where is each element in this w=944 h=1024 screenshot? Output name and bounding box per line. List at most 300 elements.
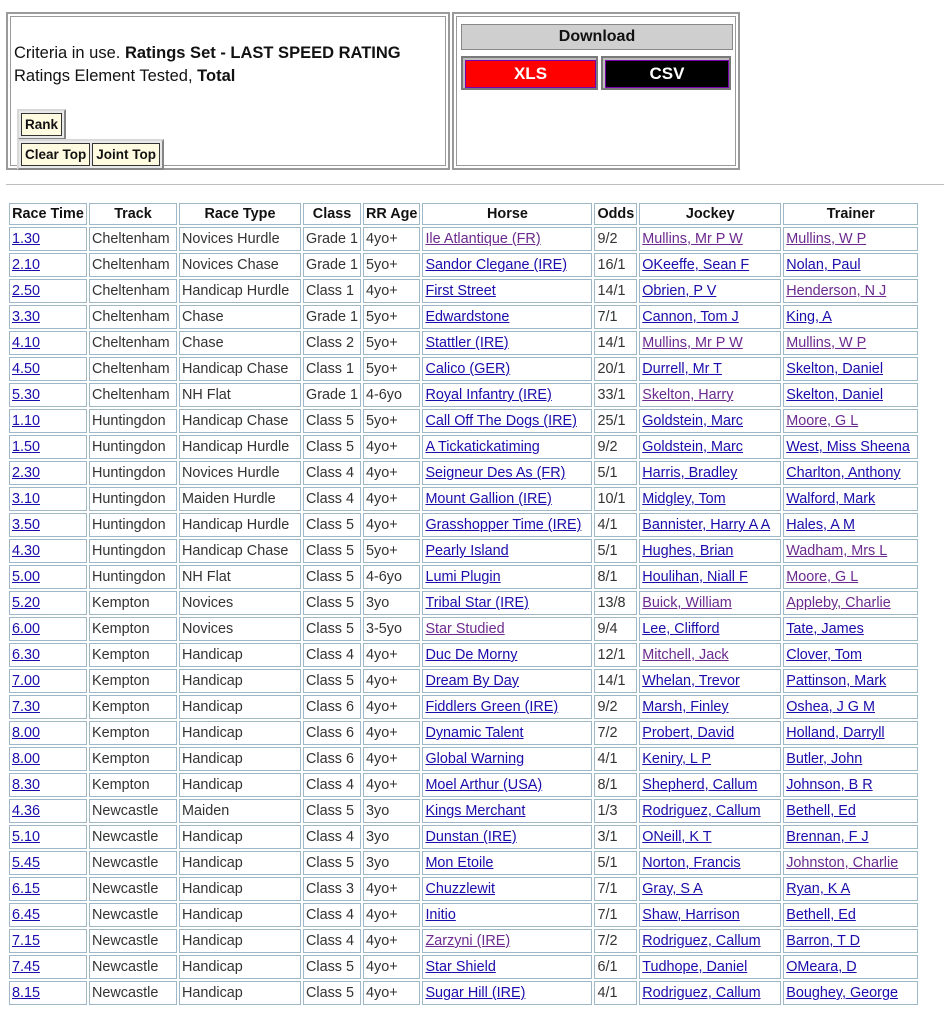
table-row xyxy=(9,253,918,277)
trainer-cell xyxy=(783,799,918,823)
race-time-cell xyxy=(9,721,87,745)
jockey-link[interactable]: ONeill, K T xyxy=(642,829,712,845)
horse-cell xyxy=(422,799,592,823)
race-time-cell xyxy=(9,513,87,537)
odds-cell: 1/3 xyxy=(594,799,637,823)
horse-link[interactable]: Dunstan (IRE) xyxy=(425,829,517,845)
trainer-cell xyxy=(783,461,918,485)
trainer-cell xyxy=(783,383,918,407)
jockey-link[interactable]: Rodriguez, Callum xyxy=(642,985,761,1001)
horse-link[interactable]: Dynamic Talent xyxy=(425,725,524,741)
jockey-link[interactable]: Goldstein, Marc xyxy=(642,439,743,455)
trainer-link[interactable]: Charlton, Anthony xyxy=(786,465,901,481)
jockey-cell xyxy=(639,929,781,953)
class-cell: Class 5 xyxy=(303,981,361,1005)
race-time-link[interactable]: 8.15 xyxy=(12,985,41,1001)
jockey-cell xyxy=(639,565,781,589)
race-time-link[interactable]: 7.15 xyxy=(12,933,41,949)
trainer-link[interactable]: Pattinson, Mark xyxy=(786,673,887,689)
race-type-cell: NH Flat xyxy=(179,383,301,407)
race-time-cell xyxy=(9,409,87,433)
jockey-cell xyxy=(639,513,781,537)
table-row xyxy=(9,903,918,927)
odds-cell: 7/1 xyxy=(594,305,637,329)
race-time-link[interactable]: 4.36 xyxy=(12,803,41,819)
odds-cell: 33/1 xyxy=(594,383,637,407)
trainer-link[interactable]: Bethell, Ed xyxy=(786,907,856,923)
table-row xyxy=(9,877,918,901)
joint-top-button[interactable]: Joint Top xyxy=(92,143,160,166)
odds-cell: 7/2 xyxy=(594,929,637,953)
race-type-cell: Handicap xyxy=(179,851,301,875)
horse-cell xyxy=(422,435,592,459)
trainer-link[interactable]: Mullins, W P xyxy=(786,335,867,351)
race-type-cell: Handicap Hurdle xyxy=(179,435,301,459)
jockey-cell xyxy=(639,851,781,875)
header-odds: Odds xyxy=(594,203,637,225)
jockey-cell xyxy=(639,305,781,329)
jockey-link[interactable]: Norton, Francis xyxy=(642,855,741,871)
trainer-link[interactable]: Butler, John xyxy=(786,751,863,767)
track-cell: Kempton xyxy=(89,747,177,771)
jockey-cell xyxy=(639,747,781,771)
clear-top-button[interactable]: Clear Top xyxy=(21,143,90,166)
rank-button[interactable]: Rank xyxy=(21,113,62,136)
race-time-link[interactable]: 4.30 xyxy=(12,543,41,559)
race-type-cell: Handicap xyxy=(179,929,301,953)
jockey-link[interactable]: Mullins, Mr P W xyxy=(642,335,743,351)
track-cell: Kempton xyxy=(89,773,177,797)
horse-link[interactable]: Grasshopper Time (IRE) xyxy=(425,517,582,533)
track-cell: Newcastle xyxy=(89,955,177,979)
race-time-cell xyxy=(9,227,87,251)
track-cell: Huntingdon xyxy=(89,513,177,537)
rr-age-cell: 4yo+ xyxy=(363,461,420,485)
header-race-time: Race Time xyxy=(9,203,87,225)
jockey-link[interactable]: Gray, S A xyxy=(642,881,703,897)
race-time-cell xyxy=(9,903,87,927)
trainer-cell xyxy=(783,591,918,615)
rr-age-cell: 3-5yo xyxy=(363,617,420,641)
race-type-cell: Handicap Chase xyxy=(179,357,301,381)
csv-download-button[interactable] xyxy=(601,56,731,90)
race-time-cell xyxy=(9,825,87,849)
table-row xyxy=(9,435,918,459)
odds-cell: 6/1 xyxy=(594,955,637,979)
jockey-link[interactable]: Houlihan, Niall F xyxy=(642,569,748,585)
jockey-cell xyxy=(639,487,781,511)
horse-link[interactable]: Mount Gallion (IRE) xyxy=(425,491,552,507)
trainer-link[interactable]: Skelton, Daniel xyxy=(786,361,884,377)
race-time-link[interactable]: 2.10 xyxy=(12,257,41,273)
race-time-link[interactable]: 5.10 xyxy=(12,829,41,845)
jockey-link[interactable]: Skelton, Harry xyxy=(642,387,734,403)
horse-link[interactable]: Royal Infantry (IRE) xyxy=(425,387,552,403)
jockey-link[interactable]: Shaw, Harrison xyxy=(642,907,740,923)
odds-cell: 4/1 xyxy=(594,513,637,537)
race-type-cell: Handicap xyxy=(179,903,301,927)
race-time-link[interactable]: 1.50 xyxy=(12,439,41,455)
race-time-link[interactable]: 2.30 xyxy=(12,465,41,481)
table-row xyxy=(9,955,918,979)
race-time-cell xyxy=(9,383,87,407)
horse-cell xyxy=(422,825,592,849)
xls-download-button[interactable] xyxy=(461,56,598,90)
rr-age-cell: 5yo+ xyxy=(363,331,420,355)
jockey-link[interactable]: Goldstein, Marc xyxy=(642,413,743,429)
odds-cell: 14/1 xyxy=(594,669,637,693)
race-type-cell: Handicap xyxy=(179,981,301,1005)
trainer-cell xyxy=(783,929,918,953)
rr-age-cell: 4yo+ xyxy=(363,227,420,251)
trainer-link[interactable]: West, Miss Sheena xyxy=(786,439,910,455)
horse-link[interactable]: Ile Atlantique (FR) xyxy=(425,231,541,247)
horse-link[interactable]: Chuzzlewit xyxy=(425,881,496,897)
race-time-link[interactable]: 5.45 xyxy=(12,855,41,871)
trainer-link[interactable]: Mullins, W P xyxy=(786,231,867,247)
top-buttons-cell xyxy=(17,139,164,170)
xls-label[interactable]: XLS xyxy=(465,60,596,88)
odds-cell: 13/8 xyxy=(594,591,637,615)
rr-age-cell: 3yo xyxy=(363,799,420,823)
trainer-link[interactable]: Tate, James xyxy=(786,621,864,637)
horse-link[interactable]: Duc De Morny xyxy=(425,647,518,663)
trainer-cell xyxy=(783,253,918,277)
rr-age-cell: 5yo+ xyxy=(363,357,420,381)
horse-link[interactable]: Edwardstone xyxy=(425,309,510,325)
trainer-link[interactable]: OMeara, D xyxy=(786,959,857,975)
horse-link[interactable]: First Street xyxy=(425,283,496,299)
race-time-cell xyxy=(9,487,87,511)
race-type-cell: Handicap xyxy=(179,669,301,693)
jockey-cell xyxy=(639,773,781,797)
class-cell: Class 4 xyxy=(303,903,361,927)
race-time-link[interactable]: 3.50 xyxy=(12,517,41,533)
trainer-cell xyxy=(783,955,918,979)
trainer-cell xyxy=(783,513,918,537)
horse-cell xyxy=(422,331,592,355)
table-row xyxy=(9,929,918,953)
race-type-cell: Handicap xyxy=(179,877,301,901)
race-time-cell xyxy=(9,279,87,303)
horse-link[interactable]: Dream By Day xyxy=(425,673,519,689)
race-time-link[interactable]: 4.50 xyxy=(12,361,41,377)
jockey-link[interactable]: Bannister, Harry A A xyxy=(642,517,771,533)
trainer-link[interactable]: Skelton, Daniel xyxy=(786,387,884,403)
horse-link[interactable]: Star Shield xyxy=(425,959,496,975)
trainer-link[interactable]: Nolan, Paul xyxy=(786,257,861,273)
jockey-cell xyxy=(639,669,781,693)
trainer-link[interactable]: Appleby, Charlie xyxy=(786,595,891,611)
rr-age-cell: 4yo+ xyxy=(363,669,420,693)
jockey-link[interactable]: Tudhope, Daniel xyxy=(642,959,748,975)
race-time-cell xyxy=(9,877,87,901)
jockey-cell xyxy=(639,695,781,719)
table-row xyxy=(9,695,918,719)
race-time-link[interactable]: 7.30 xyxy=(12,699,41,715)
trainer-link[interactable]: Brennan, F J xyxy=(786,829,869,845)
horse-link[interactable]: Pearly Island xyxy=(425,543,509,559)
table-row xyxy=(9,357,918,381)
table-row xyxy=(9,799,918,823)
jockey-cell xyxy=(639,825,781,849)
jockey-link[interactable]: Harris, Bradley xyxy=(642,465,738,481)
race-type-cell: Novices xyxy=(179,617,301,641)
race-time-cell xyxy=(9,591,87,615)
race-time-link[interactable]: 4.10 xyxy=(12,335,41,351)
trainer-link[interactable]: Johnston, Charlie xyxy=(786,855,899,871)
horse-link[interactable]: Zarzyni (IRE) xyxy=(425,933,511,949)
horse-cell xyxy=(422,695,592,719)
rr-age-cell: 4yo+ xyxy=(363,747,420,771)
table-row xyxy=(9,617,918,641)
race-time-link[interactable]: 5.00 xyxy=(12,569,41,585)
jockey-link[interactable]: Marsh, Finley xyxy=(642,699,729,715)
ratings-set-value: Ratings Set - LAST SPEED RATING xyxy=(124,44,401,62)
race-time-link[interactable]: 7.00 xyxy=(12,673,41,689)
race-time-link[interactable]: 7.45 xyxy=(12,959,41,975)
table-row xyxy=(9,565,918,589)
rr-age-cell: 4yo+ xyxy=(363,955,420,979)
download-panel xyxy=(452,12,740,170)
race-type-cell: Handicap xyxy=(179,695,301,719)
horse-link[interactable]: Moel Arthur (USA) xyxy=(425,777,543,793)
trainer-link[interactable]: Johnson, B R xyxy=(786,777,873,793)
jockey-cell xyxy=(639,799,781,823)
horse-link[interactable]: Kings Merchant xyxy=(425,803,526,819)
horse-link[interactable]: Tribal Star (IRE) xyxy=(425,595,529,611)
rr-age-cell: 4yo+ xyxy=(363,513,420,537)
race-type-cell: Handicap xyxy=(179,825,301,849)
horse-cell xyxy=(422,513,592,537)
horse-link[interactable]: Global Warning xyxy=(425,751,525,767)
class-cell: Class 5 xyxy=(303,565,361,589)
jockey-link[interactable]: Cannon, Tom J xyxy=(642,309,739,325)
race-time-link[interactable]: 8.00 xyxy=(12,751,41,767)
jockey-cell xyxy=(639,617,781,641)
horse-cell xyxy=(422,617,592,641)
element-prefix: Ratings Element Tested, xyxy=(14,67,198,85)
horse-cell xyxy=(422,565,592,589)
trainer-link[interactable]: Clover, Tom xyxy=(786,647,862,663)
trainer-link[interactable]: Hales, A M xyxy=(786,517,856,533)
class-cell: Class 1 xyxy=(303,357,361,381)
race-time-cell xyxy=(9,617,87,641)
jockey-link[interactable]: Keniry, L P xyxy=(642,751,712,767)
track-cell: Kempton xyxy=(89,721,177,745)
race-type-cell: Novices Hurdle xyxy=(179,227,301,251)
horse-cell xyxy=(422,773,592,797)
trainer-cell xyxy=(783,877,918,901)
track-cell: Huntingdon xyxy=(89,409,177,433)
trainer-link[interactable]: King, A xyxy=(786,309,832,325)
track-cell: Huntingdon xyxy=(89,539,177,563)
race-time-link[interactable]: 8.00 xyxy=(12,725,41,741)
race-type-cell: Handicap xyxy=(179,955,301,979)
download-panel-inner xyxy=(456,16,736,166)
odds-cell: 5/1 xyxy=(594,539,637,563)
horse-link[interactable]: A Tickatickatiming xyxy=(425,439,540,455)
table-row xyxy=(9,539,918,563)
track-cell: Kempton xyxy=(89,591,177,615)
trainer-link[interactable]: Ryan, K A xyxy=(786,881,851,897)
rr-age-cell: 4yo+ xyxy=(363,981,420,1005)
trainer-link[interactable]: Oshea, J G M xyxy=(786,699,875,715)
horse-link[interactable]: Sandor Clegane (IRE) xyxy=(425,257,568,273)
trainer-cell xyxy=(783,305,918,329)
race-time-cell xyxy=(9,305,87,329)
race-time-cell xyxy=(9,747,87,771)
trainer-link[interactable]: Holland, Darryll xyxy=(786,725,885,741)
trainer-cell xyxy=(783,773,918,797)
table-row xyxy=(9,981,918,1005)
jockey-link[interactable]: Obrien, P V xyxy=(642,283,717,299)
horse-link[interactable]: Sugar Hill (IRE) xyxy=(425,985,526,1001)
race-type-cell: Handicap xyxy=(179,747,301,771)
jockey-link[interactable]: Buick, William xyxy=(642,595,732,611)
jockey-link[interactable]: Rodriguez, Callum xyxy=(642,803,761,819)
race-time-link[interactable]: 1.10 xyxy=(12,413,41,429)
odds-cell: 7/1 xyxy=(594,903,637,927)
criteria-panel-inner xyxy=(10,16,446,166)
trainer-cell xyxy=(783,643,918,667)
trainer-link[interactable]: Barron, T D xyxy=(786,933,861,949)
horse-link[interactable]: Lumi Plugin xyxy=(425,569,501,585)
trainer-link[interactable]: Walford, Mark xyxy=(786,491,876,507)
odds-cell: 9/2 xyxy=(594,695,637,719)
csv-label[interactable]: CSV xyxy=(605,60,729,88)
race-time-link[interactable]: 3.30 xyxy=(12,309,41,325)
horse-cell xyxy=(422,747,592,771)
rr-age-cell: 4yo+ xyxy=(363,279,420,303)
jockey-cell xyxy=(639,461,781,485)
race-time-link[interactable]: 1.30 xyxy=(12,231,41,247)
trainer-link[interactable]: Wadham, Mrs L xyxy=(786,543,888,559)
horse-link[interactable]: Call Off The Dogs (IRE) xyxy=(425,413,577,429)
trainer-link[interactable]: Bethell, Ed xyxy=(786,803,856,819)
class-cell: Class 5 xyxy=(303,617,361,641)
odds-cell: 5/1 xyxy=(594,461,637,485)
odds-cell: 7/2 xyxy=(594,721,637,745)
horse-link[interactable]: Stattler (IRE) xyxy=(425,335,509,351)
rr-age-cell: 3yo xyxy=(363,591,420,615)
race-time-link[interactable]: 5.30 xyxy=(12,387,41,403)
odds-cell: 9/2 xyxy=(594,435,637,459)
jockey-cell xyxy=(639,955,781,979)
class-cell: Grade 1 xyxy=(303,305,361,329)
race-time-cell xyxy=(9,773,87,797)
trainer-link[interactable]: Moore, G L xyxy=(786,569,859,585)
table-row xyxy=(9,643,918,667)
horse-link[interactable]: Star Studied xyxy=(425,621,505,637)
class-cell: Grade 1 xyxy=(303,383,361,407)
race-time-link[interactable]: 6.00 xyxy=(12,621,41,637)
class-cell: Class 1 xyxy=(303,279,361,303)
jockey-cell xyxy=(639,539,781,563)
class-cell: Class 5 xyxy=(303,539,361,563)
class-cell: Class 4 xyxy=(303,773,361,797)
jockey-link[interactable]: Shepherd, Callum xyxy=(642,777,758,793)
trainer-cell xyxy=(783,435,918,459)
class-cell: Class 6 xyxy=(303,747,361,771)
jockey-link[interactable]: Probert, David xyxy=(642,725,735,741)
jockey-cell xyxy=(639,227,781,251)
jockey-link[interactable]: Whelan, Trevor xyxy=(642,673,740,689)
class-cell: Class 5 xyxy=(303,409,361,433)
jockey-link[interactable]: Durrell, Mr T xyxy=(642,361,722,377)
race-time-cell xyxy=(9,253,87,277)
jockey-cell xyxy=(639,331,781,355)
race-time-link[interactable]: 6.30 xyxy=(12,647,41,663)
horse-cell xyxy=(422,877,592,901)
track-cell: Newcastle xyxy=(89,825,177,849)
rr-age-cell: 4-6yo xyxy=(363,565,420,589)
track-cell: Newcastle xyxy=(89,877,177,901)
race-time-link[interactable]: 8.30 xyxy=(12,777,41,793)
horse-link[interactable]: Seigneur Des As (FR) xyxy=(425,465,566,481)
trainer-cell xyxy=(783,409,918,433)
trainer-link[interactable]: Henderson, N J xyxy=(786,283,887,299)
rr-age-cell: 4yo+ xyxy=(363,721,420,745)
race-time-cell xyxy=(9,565,87,589)
trainer-link[interactable]: Boughey, George xyxy=(786,985,898,1001)
race-time-link[interactable]: 5.20 xyxy=(12,595,41,611)
race-time-link[interactable]: 3.10 xyxy=(12,491,41,507)
horse-link[interactable]: Calico (GER) xyxy=(425,361,511,377)
horse-cell xyxy=(422,539,592,563)
horse-link[interactable]: Mon Etoile xyxy=(425,855,494,871)
results-body xyxy=(9,227,918,1005)
table-row xyxy=(9,669,918,693)
trainer-cell xyxy=(783,617,918,641)
header-track: Track xyxy=(89,203,177,225)
criteria-ratings-set-line xyxy=(14,43,401,63)
race-time-link[interactable]: 2.50 xyxy=(12,283,41,299)
horse-link[interactable]: Fiddlers Green (IRE) xyxy=(425,699,559,715)
race-type-cell: Chase xyxy=(179,331,301,355)
race-time-cell xyxy=(9,643,87,667)
race-time-link[interactable]: 6.45 xyxy=(12,907,41,923)
race-time-cell xyxy=(9,331,87,355)
class-cell: Class 5 xyxy=(303,591,361,615)
table-row xyxy=(9,747,918,771)
horse-cell xyxy=(422,487,592,511)
track-cell: Newcastle xyxy=(89,799,177,823)
horse-link[interactable]: Initio xyxy=(425,907,456,923)
horse-cell xyxy=(422,279,592,303)
track-cell: Huntingdon xyxy=(89,461,177,485)
jockey-link[interactable]: Mullins, Mr P W xyxy=(642,231,743,247)
jockey-link[interactable]: OKeeffe, Sean F xyxy=(642,257,750,273)
jockey-link[interactable]: Rodriguez, Callum xyxy=(642,933,761,949)
race-type-cell: Novices xyxy=(179,591,301,615)
trainer-cell xyxy=(783,695,918,719)
track-cell: Newcastle xyxy=(89,851,177,875)
jockey-link[interactable]: Mitchell, Jack xyxy=(642,647,729,663)
jockey-link[interactable]: Midgley, Tom xyxy=(642,491,726,507)
jockey-cell xyxy=(639,435,781,459)
header-horse: Horse xyxy=(422,203,592,225)
class-cell: Class 6 xyxy=(303,695,361,719)
race-type-cell: Maiden xyxy=(179,799,301,823)
horizontal-divider xyxy=(6,184,944,185)
jockey-cell xyxy=(639,253,781,277)
race-time-link[interactable]: 6.15 xyxy=(12,881,41,897)
jockey-link[interactable]: Hughes, Brian xyxy=(642,543,734,559)
trainer-link[interactable]: Moore, G L xyxy=(786,413,859,429)
trainer-cell xyxy=(783,565,918,589)
jockey-link[interactable]: Lee, Clifford xyxy=(642,621,720,637)
